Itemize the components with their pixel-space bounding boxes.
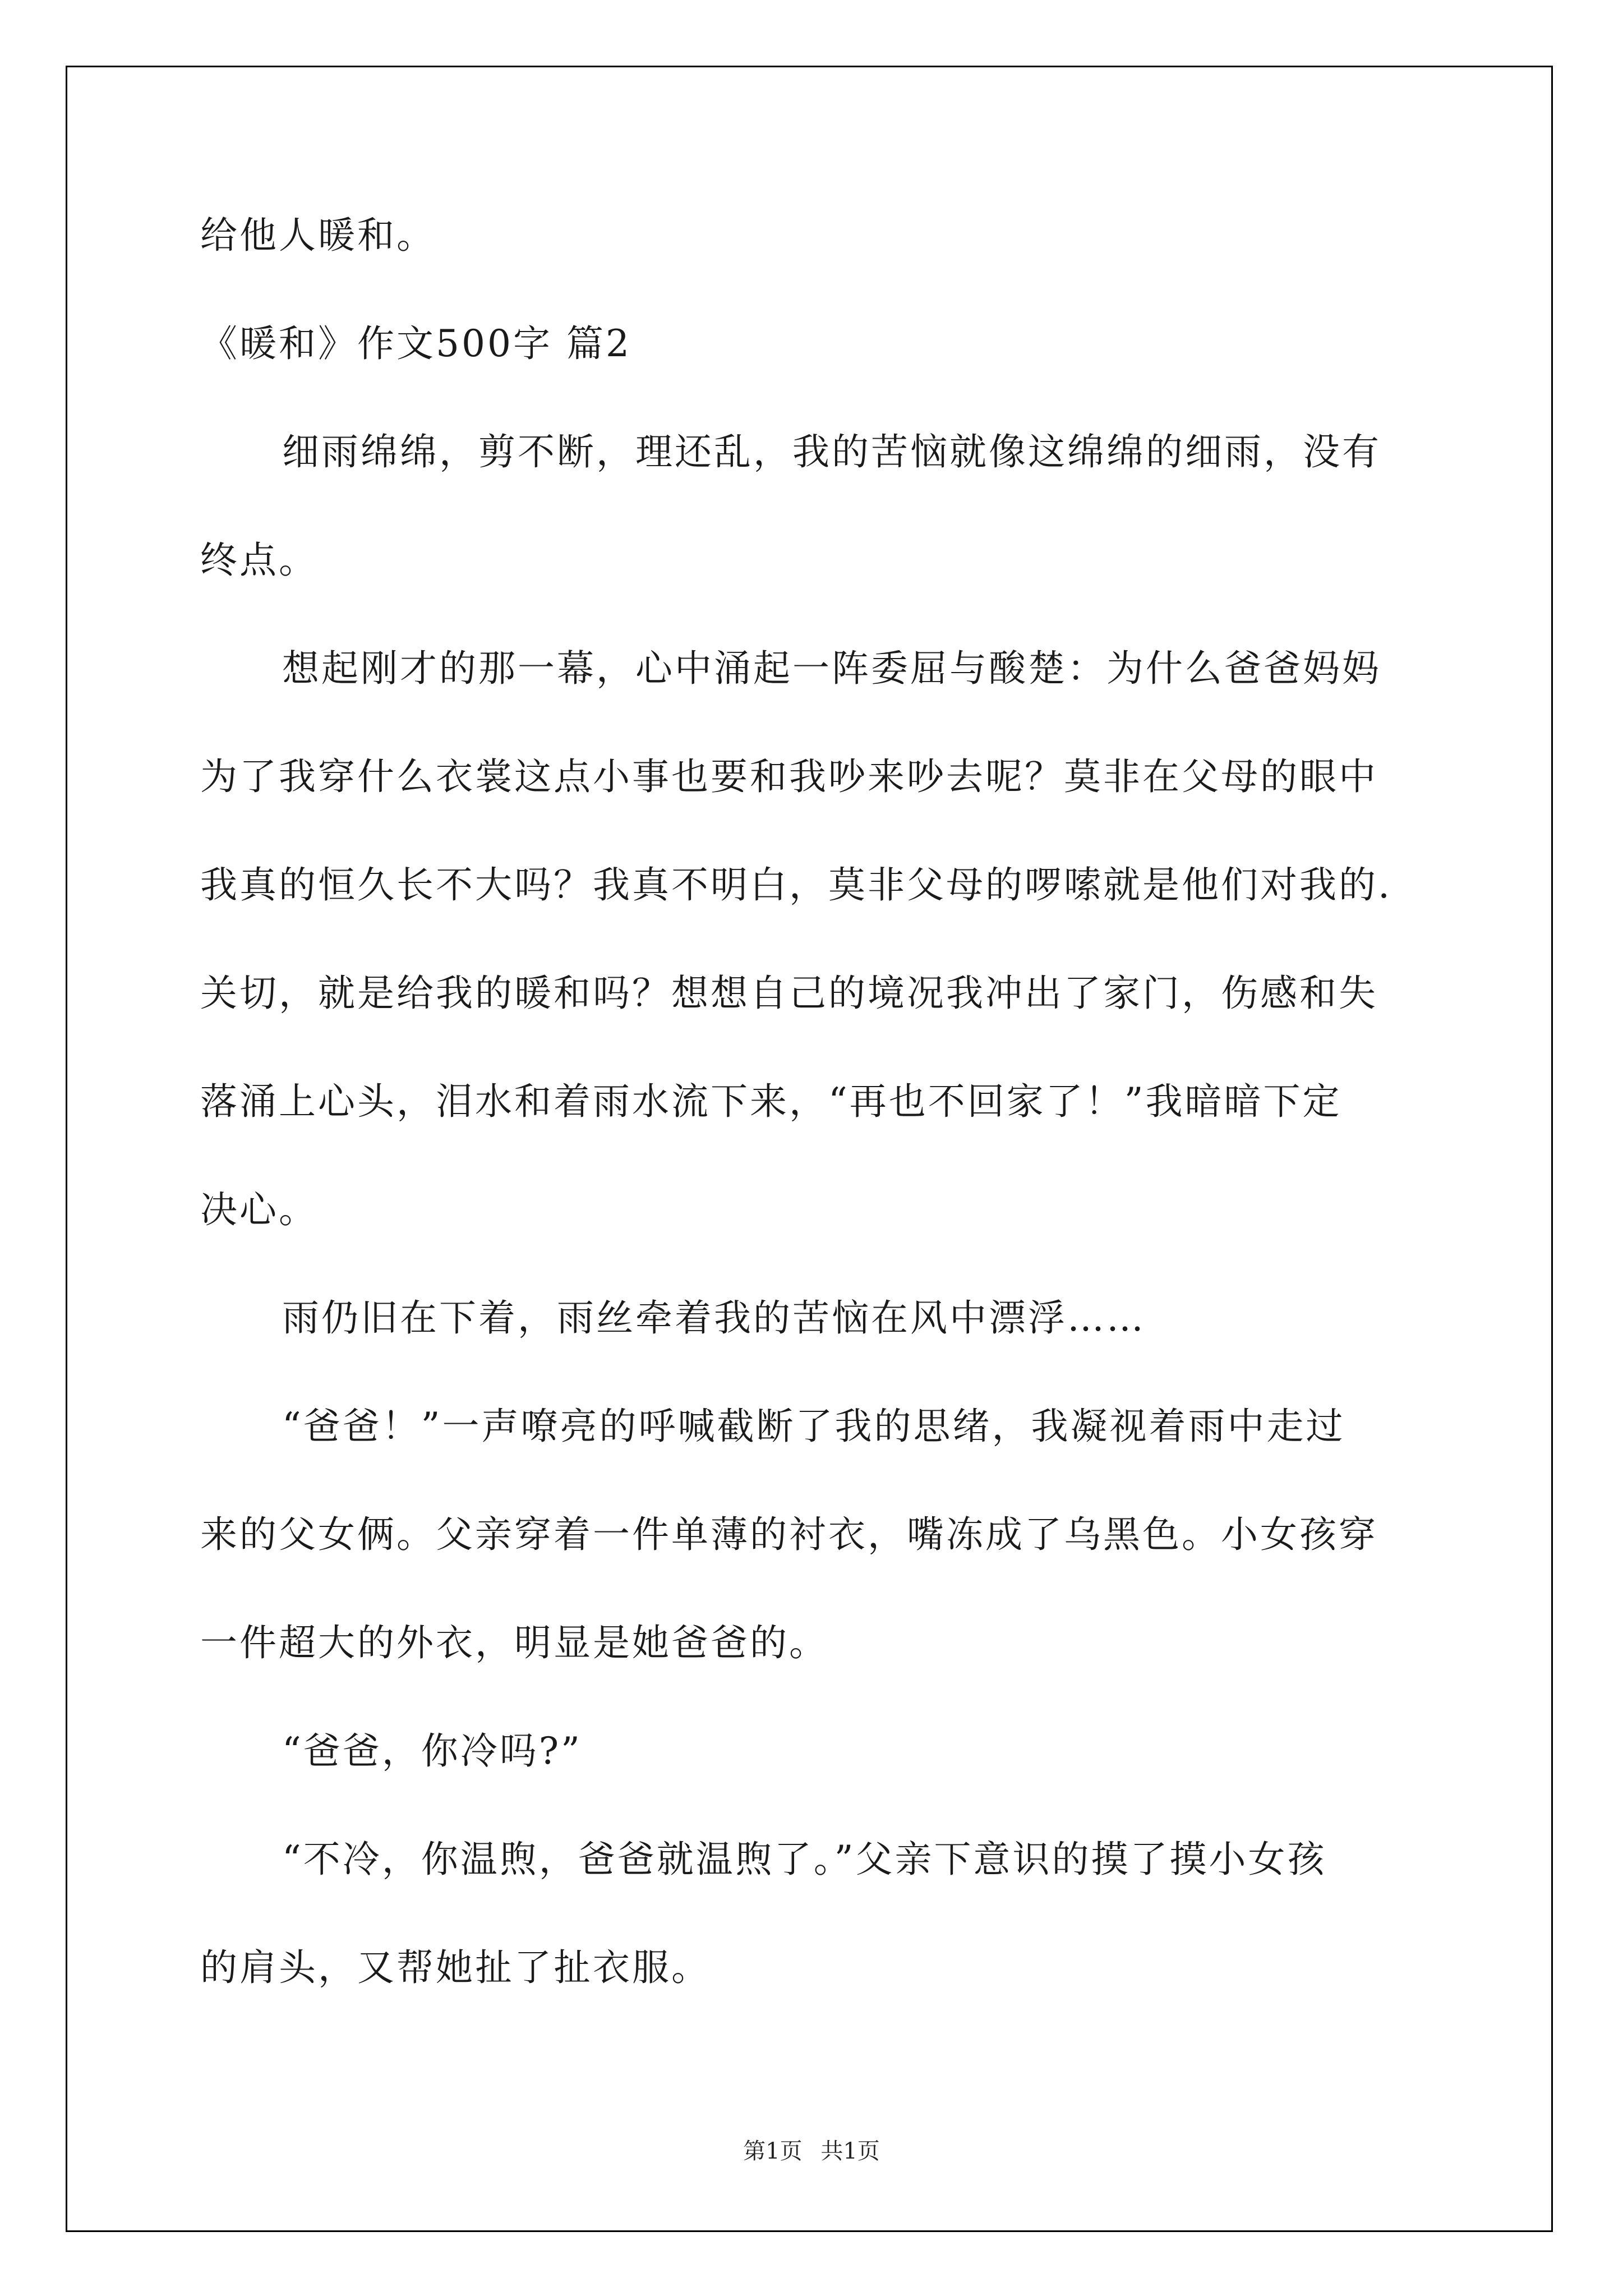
text-line: 雨仍旧在下着，雨丝牵着我的苦恼在风中漂浮……: [282, 1296, 1146, 1340]
text-line: “爸爸，你冷吗?”: [282, 1729, 582, 1773]
text-line: 决心。: [200, 1188, 318, 1231]
text-line: 为了我穿什么衣裳这点小事也要和我吵来吵去呢？莫非在父母的眼中: [200, 755, 1378, 798]
page-total: 共1页: [820, 2138, 880, 2164]
text-line: 一件超大的外衣，明显是她爸爸的。: [200, 1621, 828, 1664]
text-line: 来的父女俩。父亲穿着一件单薄的衬衣，嘴冻成了乌黑色。小女孩穿: [200, 1513, 1378, 1556]
page-footer: [0, 2137, 1623, 2165]
text-line: 落涌上心头，泪水和着雨水流下来，“再也不回家了！”我暗暗下定: [200, 1080, 1342, 1123]
text-line: 给他人暖和。: [200, 214, 436, 257]
section-heading: 《暖和》作文500字 篇2: [200, 322, 631, 365]
text-line: 我真的恒久长不大吗？我真不明白，莫非父母的啰嗦就是他们对我的.: [200, 863, 1392, 907]
text-line: “不冷，你温煦，爸爸就温煦了。”父亲下意识的摸了摸小女孩: [282, 1838, 1327, 1881]
text-line: “爸爸！”一声嘹亮的呼喊截断了我的思绪，我凝视着雨中走过: [282, 1405, 1345, 1448]
text-line: 的肩头，又帮她扯了扯衣服。: [200, 1946, 711, 1989]
text-line: 细雨绵绵，剪不断，理还乱，我的苦恼就像这绵绵的细雨，没有: [282, 430, 1381, 473]
text-line: 关切，就是给我的暖和吗？想想自己的境况我冲出了家门，伤感和失: [200, 972, 1378, 1015]
page-number: 第1页: [743, 2138, 803, 2164]
text-line: 想起刚才的那一幕，心中涌起一阵委屈与酸楚：为什么爸爸妈妈: [282, 647, 1381, 690]
page-border: [66, 66, 1553, 2232]
text-line: 终点。: [200, 539, 318, 582]
